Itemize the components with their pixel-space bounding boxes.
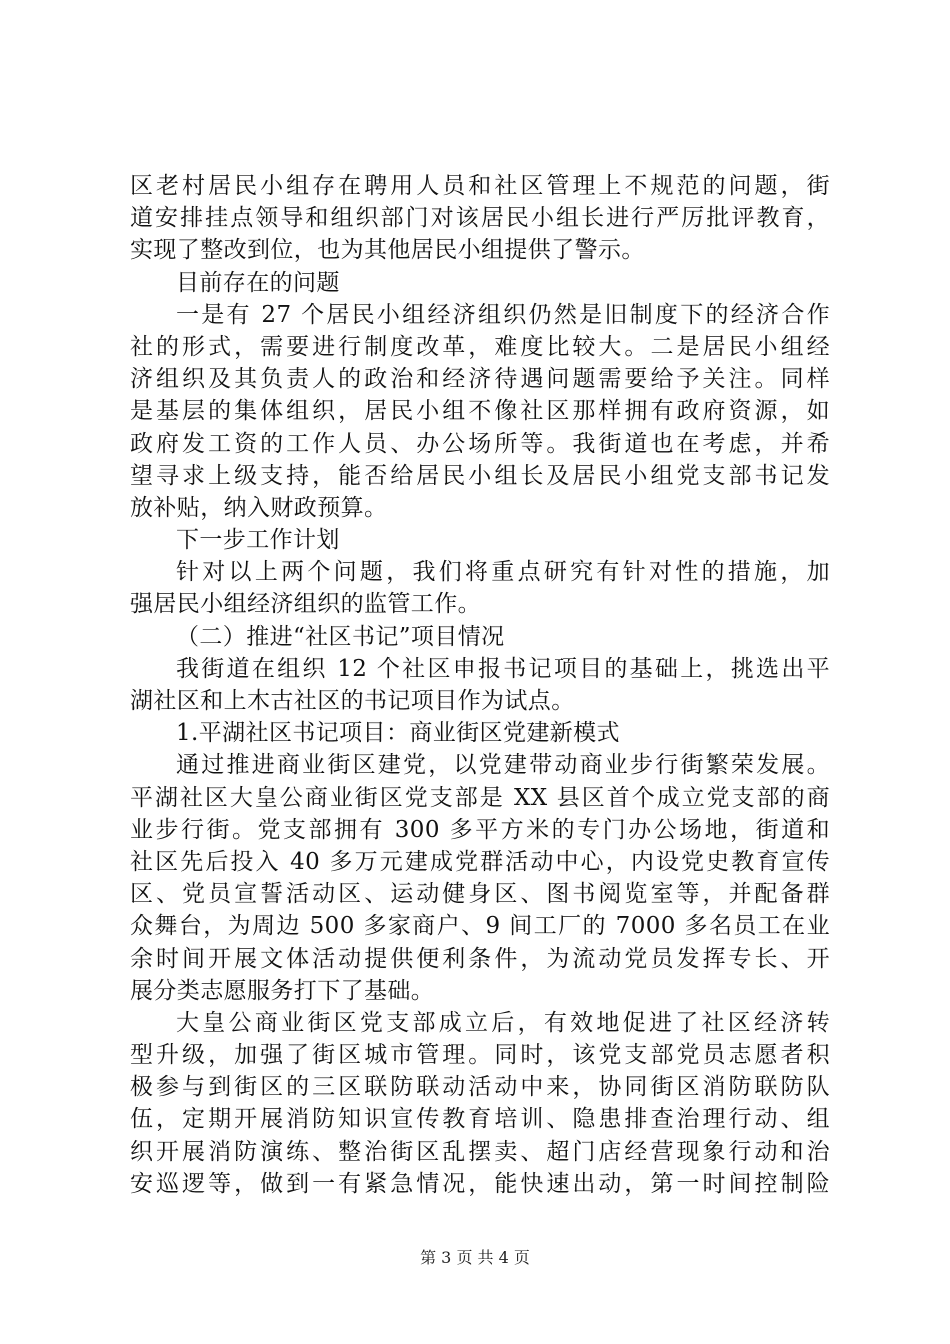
text-line: 我街道在组织 12 个社区申报书记项目的基础上，挑选出平 [176, 655, 830, 682]
text-line: 一是有 27 个居民小组经济组织仍然是旧制度下的经济合作 [176, 301, 830, 328]
text-line: 展分类志愿服务打下了基础。 [130, 977, 435, 1004]
text-line: 通过推进商业街区建党，以党建带动商业步行街繁荣发展。 [176, 752, 830, 779]
text-line: 是基层的集体组织，居民小组不像社区那样拥有政府资源，如 [130, 398, 830, 425]
document-body [130, 170, 830, 1200]
text-line: 大皇公商业街区党支部成立后，有效地促进了社区经济转 [176, 1009, 830, 1036]
text-line: 型升级，加强了街区城市管理。同时，该党支部党员志愿者积 [130, 1042, 830, 1069]
text-line: 伍，定期开展消防知识宣传教育培训、隐患排查治理行动、组 [130, 1106, 830, 1133]
text-line: 业步行街。党支部拥有 300 多平方米的专门办公场地，街道和 [130, 816, 830, 843]
text-line: 湖社区和上木古社区的书记项目作为试点。 [130, 688, 575, 714]
page-footer: 第 3 页 共 4 页 [420, 1248, 530, 1267]
text-line: 济组织及其负责人的政治和经济待遇问题需要给予关注。同样 [130, 366, 830, 393]
text-line: 织开展消防演练、整治街区乱摆卖、超门店经营现象行动和治 [130, 1138, 830, 1165]
text-line: 社区先后投入 40 多万元建成党群活动中心，内设党史教育宣传 [130, 848, 830, 875]
text-line: 放补贴，纳入财政预算。 [130, 494, 388, 521]
text-line: 区、党员宣誓活动区、运动健身区、图书阅览室等，并配备群 [130, 881, 830, 908]
text-line: 1.平湖社区书记项目：商业街区党建新模式 [176, 720, 620, 747]
text-line: 实现了整改到位，也为其他居民小组提供了警示。 [130, 237, 645, 264]
text-line: 社的形式，需要进行制度改革，难度比较大。二是居民小组经 [130, 333, 830, 360]
text-line: 针对以上两个问题，我们将重点研究有针对性的措施，加 [176, 559, 830, 586]
text-line: 强居民小组经济组织的监管工作。 [130, 591, 481, 618]
text-line: 目前存在的问题 [176, 269, 340, 296]
text-line: 众舞台，为周边 500 多家商户、9 间工厂的 7000 多名员工在业 [130, 913, 830, 940]
text-line: 下一步工作计划 [176, 527, 340, 554]
text-line: 余时间开展文体活动提供便利条件，为流动党员发挥专长、开 [130, 945, 830, 972]
text-line: 平湖社区大皇公商业街区党支部是 XX 县区首个成立党支部的商 [130, 784, 830, 811]
text-line: 极参与到街区的三区联防联动活动中来，协同街区消防联防队 [130, 1074, 830, 1101]
text-line: 安巡逻等，做到一有紧急情况，能快速出动，第一时间控制险 [130, 1170, 830, 1197]
text-line: （二）推进“社区书记”项目情况 [176, 623, 505, 650]
text-line: 政府发工资的工作人员、办公场所等。我街道也在考虑，并希 [130, 430, 830, 457]
text-line: 道安排挂点领导和组织部门对该居民小组长进行严厉批评教育， [130, 205, 830, 232]
text-line: 区老村居民小组存在聘用人员和社区管理上不规范的问题，街 [130, 173, 830, 199]
text-line: 望寻求上级支持，能否给居民小组长及居民小组党支部书记发 [130, 462, 830, 489]
